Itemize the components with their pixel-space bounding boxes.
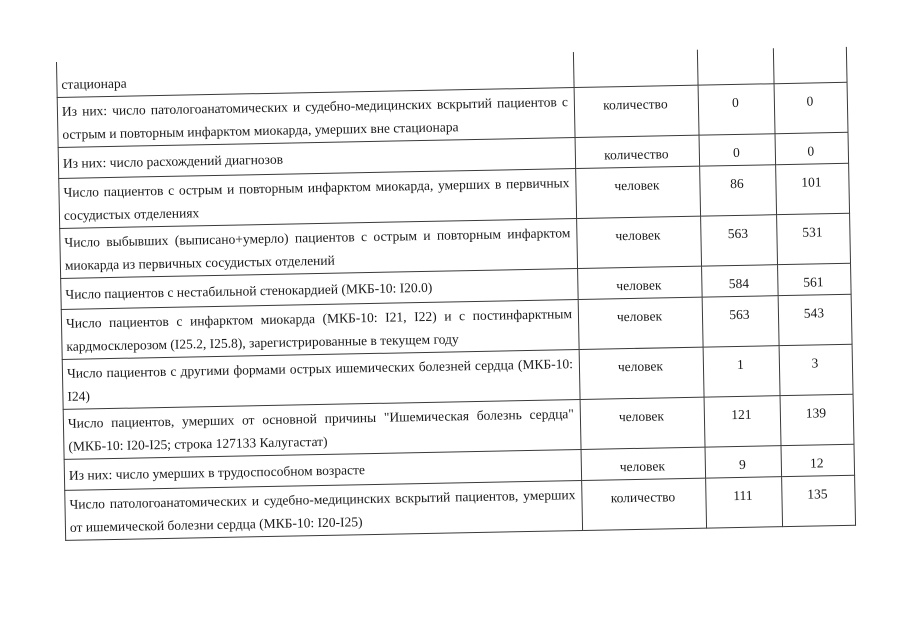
value-cell-year1: 111: [706, 477, 783, 528]
unit-cell: количество: [575, 135, 700, 168]
unit-cell: [573, 50, 698, 88]
value-cell-year1: 584: [702, 265, 779, 297]
unit-cell: человек: [578, 266, 703, 299]
unit-cell: человек: [576, 166, 701, 218]
value-cell-year1: [697, 48, 774, 85]
indicator-cell: Число патологоанатомических и судебно-медицинских вскрытий пациентов, умерших от ишемической болезни сердца (МКБ-10: I20-I25): [65, 480, 583, 540]
value-cell-year1: 9: [705, 446, 782, 478]
unit-cell: человек: [581, 447, 706, 480]
unit-cell: человек: [578, 297, 703, 349]
value-cell-year2: 561: [778, 263, 852, 295]
value-cell-year2: 3: [779, 344, 853, 395]
value-cell-year2: [773, 47, 847, 84]
indicator-cell: Число пациентов с острым и повторным инфарктом миокарда, умерших в первичных сосудистых отделениях: [59, 169, 577, 229]
value-cell-year1: 0: [699, 134, 776, 166]
value-cell-year1: 0: [698, 84, 775, 135]
unit-cell: человек: [577, 216, 702, 268]
statistics-table-container: [56, 47, 855, 541]
unit-cell: человек: [580, 397, 705, 449]
value-cell-year1: 1: [703, 346, 780, 397]
indicator-cell: Число пациентов, умерших от основной причины "Ишемическая болезнь сердца" (МКБ-10: I20-I25; строка 127133 Калугастат): [63, 400, 581, 460]
indicator-cell: Из них: число расхождений диагнозов: [58, 138, 575, 179]
value-cell-year2: 101: [776, 163, 850, 214]
indicator-cell: стационара: [56, 52, 574, 97]
indicator-cell: Число пациентов с нестабильной стенокардией (МКБ-10: I20.0): [61, 269, 578, 310]
indicator-cell: Число выбывших (выписано+умерло) пациентов с острым и повторным инфарктом миокарда из первичных сосудистых отделений: [60, 219, 578, 279]
value-cell-year2: 0: [775, 132, 849, 164]
value-cell-year1: 86: [700, 165, 777, 216]
unit-cell: количество: [582, 478, 707, 530]
indicator-cell: Число пациентов с инфарктом миокарда (МКБ-10: I21, I22) и с постинфарктным кардмосклерозом (I25.2, I25.8), зарегистрированные в текущем году: [61, 300, 579, 360]
indicator-cell: Из них: число патологоанатомических и судебно-медицинских вскрытий пациентов с острым и повторным инфарктом миокарда, умерших вне стационара: [57, 88, 575, 148]
indicator-cell: Число пациентов с другими формами острых ишемических болезней сердца (МКБ-10: I24): [62, 350, 580, 410]
value-cell-year2: 543: [778, 294, 852, 345]
value-cell-year2: 531: [777, 213, 851, 264]
value-cell-year1: 563: [702, 296, 779, 347]
value-cell-year1: 563: [701, 215, 778, 266]
value-cell-year2: 139: [780, 394, 854, 445]
value-cell-year2: 12: [781, 444, 855, 476]
unit-cell: человек: [579, 347, 704, 399]
value-cell-year1: 121: [704, 396, 781, 447]
unit-cell: количество: [574, 85, 699, 137]
statistics-table: [56, 47, 856, 541]
indicator-cell: Из них: число умерших в трудоспособном возрасте: [64, 449, 581, 490]
value-cell-year2: 135: [782, 475, 856, 526]
value-cell-year2: 0: [774, 82, 848, 133]
